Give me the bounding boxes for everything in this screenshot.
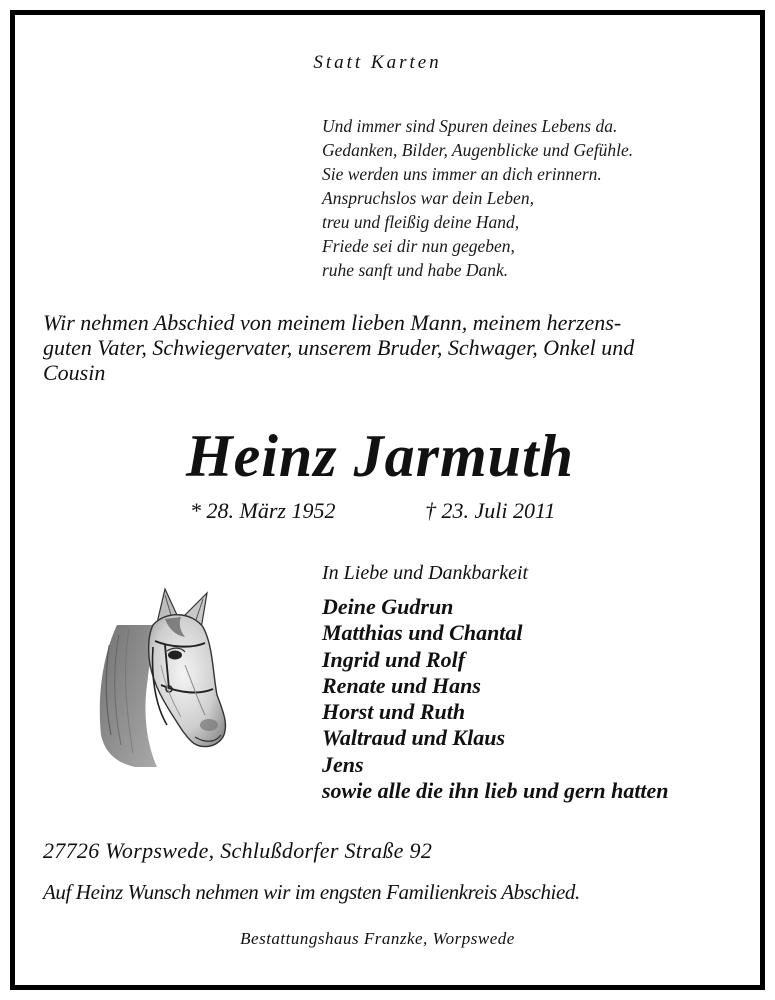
farewell-intro bbox=[43, 310, 743, 385]
mourners-intro: In Liebe und Dankbarkeit bbox=[322, 562, 529, 584]
deceased-name: Heinz Jarmuth bbox=[185, 423, 575, 489]
mourner-name: Matthias und Chantal bbox=[322, 620, 523, 646]
poem-line: ruhe sanft und habe Dank. bbox=[322, 260, 509, 280]
mourner-name: Renate und Hans bbox=[322, 672, 481, 698]
poem-line: Sie werden uns immer an dich erinnern. bbox=[322, 164, 602, 184]
poem-line: treu und fleißig deine Hand, bbox=[322, 212, 520, 232]
address: 27726 Worpswede, Schlußdorfer Straße 92 bbox=[43, 838, 433, 863]
mourner-name: Ingrid und Rolf bbox=[322, 646, 466, 672]
mourner-name: Horst und Ruth bbox=[322, 699, 466, 725]
mourner-name: sowie alle die ihn lieb und gern hatten bbox=[322, 778, 669, 804]
funeral-home: Bestattungshaus Franzke, Worpswede bbox=[240, 929, 515, 948]
intro-line: Cousin bbox=[43, 360, 106, 385]
death-date: † 23. Juli 2011 bbox=[425, 498, 556, 523]
horse-head-icon bbox=[95, 585, 237, 770]
intro-line: Wir nehmen Abschied von meinem lieben Mann, meinem herzens- bbox=[43, 310, 622, 335]
poem-line: Anspruchslos war dein Leben, bbox=[322, 188, 534, 208]
poem bbox=[322, 114, 633, 282]
poem-line: Und immer sind Spuren deines Lebens da. bbox=[322, 116, 618, 136]
poem-line: Friede sei dir nun gegeben, bbox=[322, 236, 515, 256]
birth-date: * 28. März 1952 bbox=[190, 498, 336, 523]
header-statt-karten: Statt Karten bbox=[313, 52, 442, 73]
mourner-name: Jens bbox=[322, 751, 364, 777]
mourners-list bbox=[322, 594, 669, 804]
mourner-name: Deine Gudrun bbox=[322, 594, 454, 619]
mourner-name: Waltraud und Klaus bbox=[322, 725, 506, 751]
poem-line: Gedanken, Bilder, Augenblicke und Gefühle. bbox=[322, 140, 634, 160]
farewell-wish: Auf Heinz Wunsch nehmen wir im engsten Familienkreis Abschied. bbox=[43, 880, 580, 904]
intro-line: guten Vater, Schwiegervater, unserem Bruder, Schwager, Onkel und bbox=[43, 335, 635, 360]
